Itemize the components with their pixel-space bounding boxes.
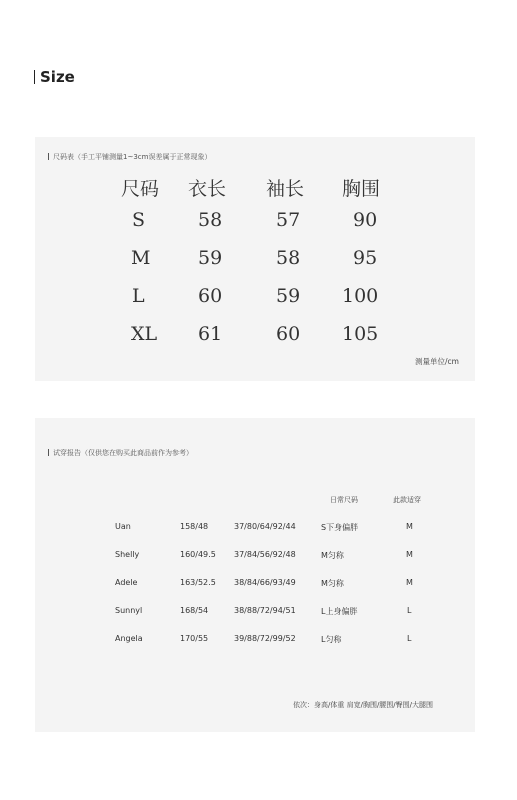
fit-report-note-text: 试穿报告（仅供您在购买此商品前作为参考） [53, 449, 193, 457]
fit-row-height-weight: 168/54 [180, 606, 209, 615]
size-cell: 58 [198, 209, 223, 231]
fit-row-daily-size: M匀称 [321, 579, 344, 588]
fit-row-daily-size: L匀称 [321, 635, 342, 644]
size-cell: 57 [276, 209, 301, 231]
size-cell: 60 [276, 323, 301, 345]
fit-report-note [48, 448, 193, 458]
page-title [34, 68, 75, 86]
size-cell: 95 [353, 247, 378, 269]
size-cell: 59 [276, 285, 301, 307]
fit-row-measurements: 38/88/72/94/51 [234, 606, 296, 615]
fit-row-measurements: 38/84/66/93/49 [234, 578, 296, 587]
size-header-length: 衣长 [188, 178, 227, 200]
size-cell: 60 [198, 285, 223, 307]
size-cell: S [132, 209, 146, 231]
fit-row-measurements: 37/80/64/92/44 [234, 522, 296, 531]
fit-row-recommended: M [406, 522, 413, 531]
fit-row-daily-size: S下身偏胖 [321, 523, 359, 532]
note-divider [48, 449, 49, 456]
size-cell: 59 [198, 247, 223, 269]
size-header-sleeve: 袖长 [266, 178, 305, 200]
fit-header-recommended: 此款适穿 [393, 496, 421, 504]
fit-row-height-weight: 158/48 [180, 522, 209, 531]
fit-row-measurements: 37/84/56/92/48 [234, 550, 296, 559]
page-title-text: Size [40, 68, 75, 86]
fit-row-height-weight: 160/49.5 [180, 550, 216, 559]
fit-row-name: Sunnyl [115, 606, 143, 615]
size-cell: 105 [342, 323, 379, 345]
size-chart-note [48, 152, 211, 162]
fit-row-daily-size: L上身偏胖 [321, 607, 358, 616]
fit-row-name: Adele [115, 578, 138, 587]
fit-row-measurements: 39/88/72/99/52 [234, 634, 296, 643]
fit-row-name: Shelly [115, 550, 140, 559]
fit-row-recommended: L [407, 606, 412, 615]
fit-row-recommended: M [406, 578, 413, 587]
size-unit: 测量单位/cm [415, 357, 459, 366]
fit-row-name: Angela [115, 634, 143, 643]
size-chart-note-text: 尺码表（手工平铺测量1~3cm误差属于正常现象） [53, 153, 212, 161]
size-cell: M [131, 247, 151, 269]
fit-report-footer: 依次：身高/体重 肩宽/胸围/腰围/臀围/大腿围 [293, 701, 434, 709]
size-cell: 61 [198, 323, 223, 345]
size-cell: 58 [276, 247, 301, 269]
fit-header-daily-size: 日常尺码 [330, 496, 358, 504]
size-cell: L [132, 285, 145, 307]
fit-report-panel [35, 418, 475, 732]
size-header-chest: 胸围 [342, 178, 381, 200]
size-chart-panel [35, 137, 475, 381]
note-divider [48, 153, 49, 160]
fit-row-daily-size: M匀称 [321, 551, 344, 560]
size-header-size: 尺码 [121, 178, 160, 200]
fit-row-height-weight: 170/55 [180, 634, 209, 643]
size-cell: 90 [353, 209, 378, 231]
fit-row-name: Uan [115, 522, 131, 531]
fit-row-height-weight: 163/52.5 [180, 578, 216, 587]
size-cell: XL [131, 323, 158, 345]
title-divider [34, 70, 35, 84]
fit-row-recommended: L [407, 634, 412, 643]
size-cell: 100 [342, 285, 379, 307]
fit-row-recommended: M [406, 550, 413, 559]
